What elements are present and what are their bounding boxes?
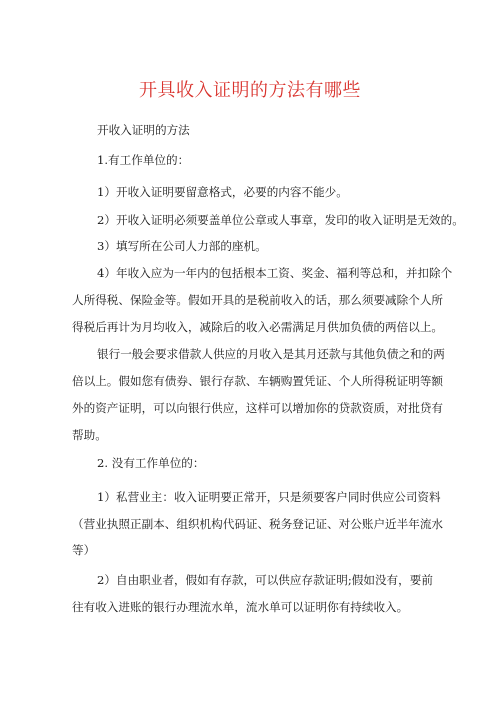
paragraph-line: 4）年收入应为一年内的包括根本工资、奖金、福利等总和，并扣除个: [97, 266, 453, 280]
paragraph-line: 帮助。: [72, 428, 107, 442]
paragraph-line: 3）填写所在公司人力部的座机。: [97, 239, 267, 253]
paragraph-line: 外的资产证明，可以向银行供应，这样可以增加你的贷款资质，对批贷有: [72, 401, 444, 415]
subsection-heading: 1.有工作单位的：: [97, 153, 190, 167]
paragraph-line: 2）自由职业者，假如有存款，可以供应存款证明;假如没有，要前: [97, 573, 433, 587]
paragraph-line: 2）开收入证明必须要盖单位公章或人事章，发印的收入证明是无效的。: [97, 213, 464, 227]
paragraph-line: 等）: [72, 543, 96, 557]
paragraph-line: 倍以上。假如您有债券、银行存款、车辆购置凭证、个人所得税证明等额: [72, 374, 444, 388]
paragraph-line: 银行一般会要求借款人供应的月收入是其月还款与其他负债之和的两: [97, 347, 445, 361]
paragraph-line: （营业执照正副本、组织机构代码证、税务登记证、对公账户近半年流水: [72, 517, 444, 531]
paragraph-line: 1）私营业主：收入证明要正常开，只是须要客户同时供应公司资料: [97, 490, 441, 504]
paragraph-line: 得税后再计为月均收入，减除后的收入必需满足月供加负债的两倍以上。: [72, 320, 444, 334]
paragraph-line: 人所得税、保险金等。假如开具的是税前收入的话，那么须要减除个人所: [72, 293, 444, 307]
paragraph-line: 往有收入进账的银行办理流水单，流水单可以证明你有持续收入。: [72, 600, 409, 614]
section-heading: 开收入证明的方法: [97, 123, 190, 137]
paragraph-line: 1）开收入证明要留意格式，必要的内容不能少。: [97, 185, 348, 199]
subsection-heading: 2. 没有工作单位的：: [97, 456, 205, 470]
page-title: 开具收入证明的方法有哪些: [139, 80, 361, 101]
